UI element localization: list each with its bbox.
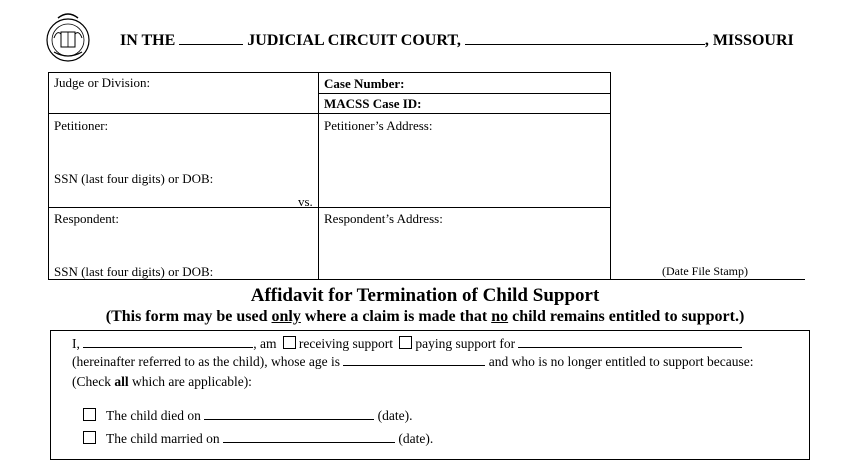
death-date-field[interactable] bbox=[204, 408, 374, 420]
marriage-date-field[interactable] bbox=[223, 431, 395, 443]
form-subtitle: (This form may be used only where a claim is made that no child remains entitled to support.) bbox=[105, 308, 745, 325]
respondent-label: Respondent: bbox=[54, 211, 119, 226]
respondent-ssn-label: SSN (last four digits) or DOB: bbox=[54, 264, 214, 279]
form-title: Affidavit for Termination of Child Support bbox=[250, 285, 600, 306]
affiant-line: I, , am receiving support paying support for bbox=[72, 336, 742, 352]
date-file-stamp-label: (Date File Stamp) bbox=[662, 264, 748, 278]
court-header bbox=[120, 30, 794, 50]
missouri-state-seal bbox=[44, 8, 92, 62]
macss-case-id-label: MACSS Case ID: bbox=[324, 96, 422, 111]
child-age-line: (hereinafter referred to as the child), whose age is and who is no longer entitled to support because: bbox=[72, 354, 754, 369]
child-married-checkbox[interactable] bbox=[83, 431, 96, 444]
respondent-address-label: Respondent’s Address: bbox=[324, 211, 443, 226]
child-married-option: The child married on (date). bbox=[80, 431, 433, 447]
circuit-number-field[interactable] bbox=[179, 30, 243, 45]
caption-divider bbox=[318, 72, 319, 280]
case-number-label: Case Number: bbox=[324, 76, 405, 91]
child-died-option: The child died on (date). bbox=[80, 408, 412, 424]
petitioner-label: Petitioner: bbox=[54, 118, 109, 133]
header-middle: JUDICIAL CIRCUIT COURT, bbox=[247, 32, 461, 49]
vs-label: vs. bbox=[298, 194, 313, 209]
header-suffix: , MISSOURI bbox=[704, 32, 794, 49]
petitioner-address-label: Petitioner’s Address: bbox=[324, 118, 433, 133]
receiving-support-checkbox[interactable] bbox=[283, 336, 296, 349]
child-died-checkbox[interactable] bbox=[83, 408, 96, 421]
paying-support-checkbox[interactable] bbox=[399, 336, 412, 349]
child-name-field[interactable] bbox=[518, 336, 742, 348]
header-prefix: IN THE bbox=[120, 32, 176, 49]
case-number-line bbox=[318, 93, 611, 94]
county-field[interactable] bbox=[465, 30, 705, 45]
judge-division-label: Judge or Division: bbox=[54, 75, 151, 90]
petitioner-ssn-label: SSN (last four digits) or DOB: bbox=[54, 171, 214, 186]
caption-row-line-1 bbox=[48, 113, 611, 114]
child-age-field[interactable] bbox=[343, 354, 485, 366]
check-all-instruction: (Check all which are applicable): bbox=[72, 374, 252, 389]
caption-row-line-2 bbox=[48, 207, 611, 208]
affiant-name-field[interactable] bbox=[83, 336, 253, 348]
